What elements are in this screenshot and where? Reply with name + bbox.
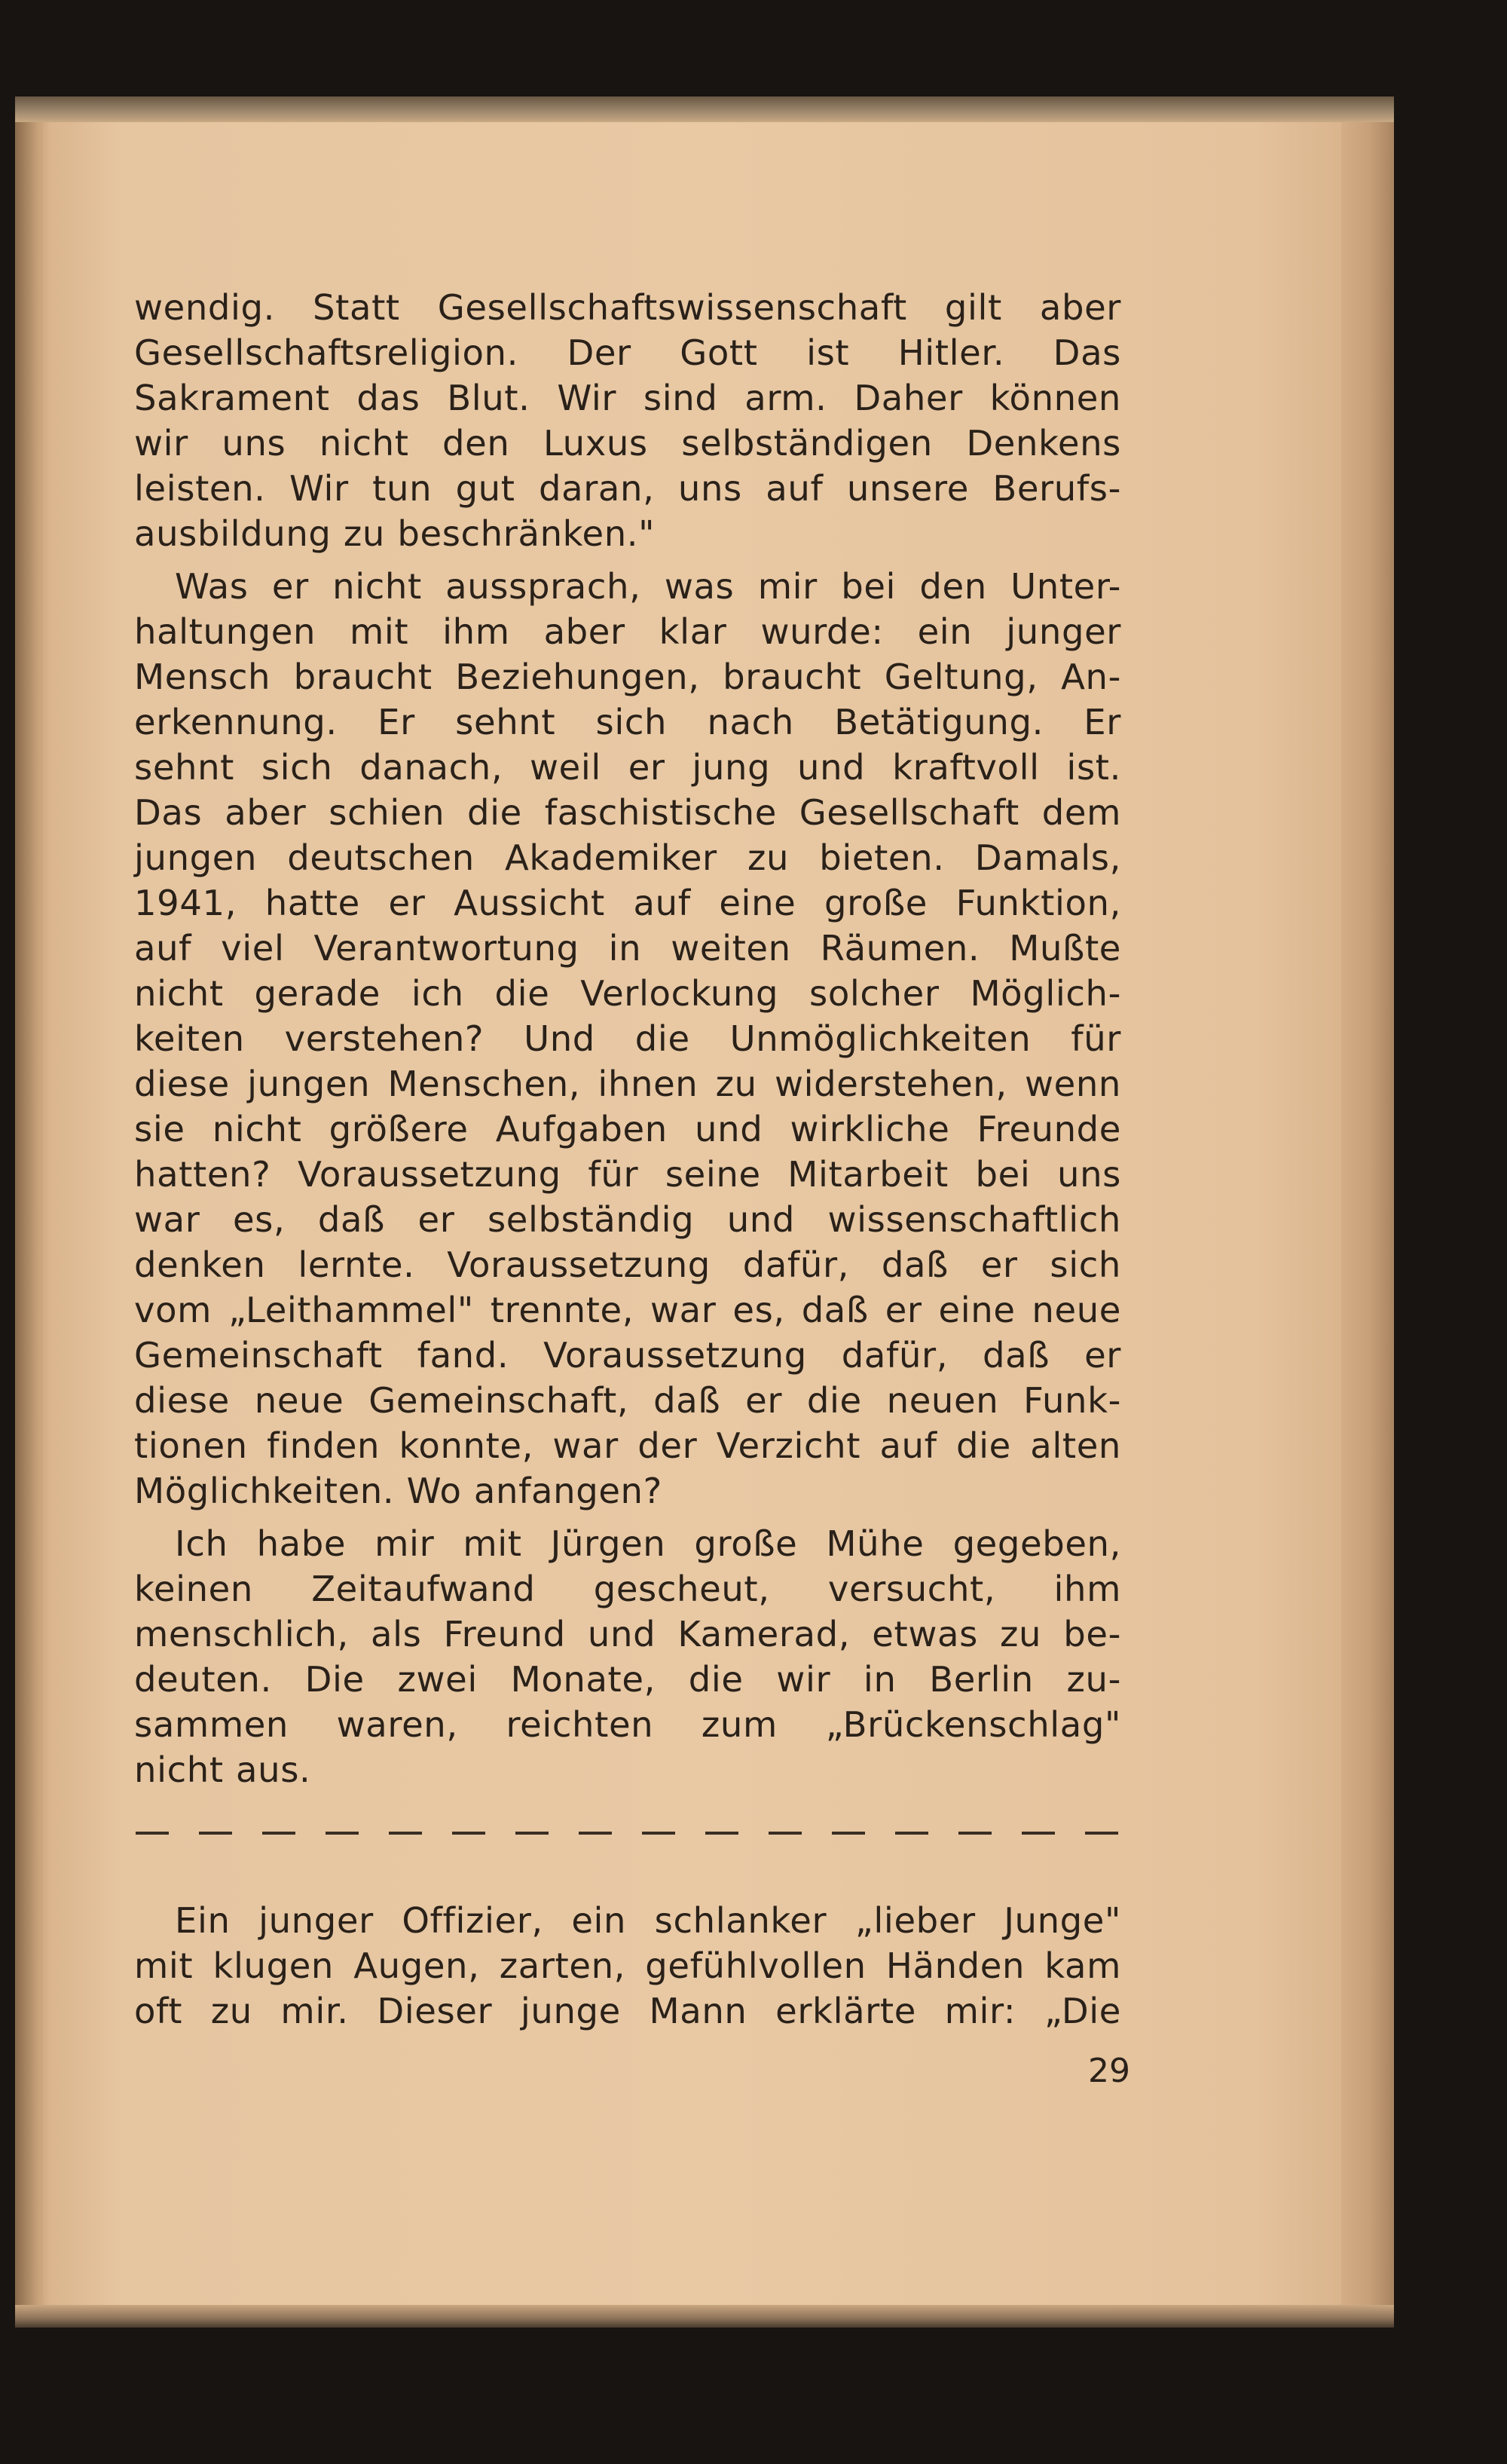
page-bottom-edge [15, 2305, 1394, 2328]
text-line: sammen waren, reichten zum „Brückenschlag" [134, 1704, 1121, 1745]
paragraph-2 [134, 564, 1121, 1514]
text-line: war es, daß er selbständig und wissenschaftlich [134, 1199, 1121, 1240]
text-line: Mensch braucht Beziehungen, braucht Geltung, An- [134, 657, 1121, 697]
text-line: Ein junger Offizier, ein schlanker „lieber Junge" [175, 1900, 1121, 1941]
body-text [134, 285, 1121, 2034]
text-line: vom „Leithammel" trennte, war es, daß er eine neue [134, 1290, 1121, 1330]
text-line: menschlich, als Freund und Kamerad, etwas zu be- [134, 1614, 1121, 1654]
text-line: keinen Zeitaufwand gescheut, versucht, ihm [134, 1569, 1121, 1609]
text-line: sie nicht größere Aufgaben und wirkliche Freunde [134, 1109, 1121, 1149]
text-line: nicht aus. [134, 1749, 311, 1790]
text-line: leisten. Wir tun gut daran, uns auf unsere Berufs- [134, 468, 1121, 509]
text-line: sehnt sich danach, weil er jung und kraftvoll ist. [134, 747, 1121, 788]
text-line: hatten? Voraussetzung für seine Mitarbeit bei uns [134, 1154, 1121, 1195]
text-line: Gesellschaftsreligion. Der Gott ist Hitler. Das [134, 332, 1121, 373]
text-line: erkennung. Er sehnt sich nach Betätigung. Er [134, 702, 1121, 742]
section-break-dashes [136, 1832, 1123, 1835]
text-line: auf viel Verantwortung in weiten Räumen. Mußte [134, 928, 1121, 969]
text-line: denken lernte. Voraussetzung dafür, daß er sich [134, 1244, 1121, 1285]
text-line: Ich habe mir mit Jürgen große Mühe gegeben, [175, 1523, 1121, 1564]
paragraph-1 [134, 285, 1121, 556]
text-line: wendig. Statt Gesellschaftswissenschaft gilt aber [134, 287, 1121, 328]
text-line: oft zu mir. Dieser junge Mann erklärte mir: „Die [134, 1991, 1121, 2031]
page-number: 29 [1088, 2052, 1130, 2090]
text-line: 1941, hatte er Aussicht auf eine große Funktion, [134, 883, 1121, 923]
text-line: wir uns nicht den Luxus selbständigen Denkens [134, 423, 1121, 464]
text-line: diese neue Gemeinschaft, daß er die neuen Funk- [134, 1380, 1121, 1421]
text-line: haltungen mit ihm aber klar wurde: ein junger [134, 611, 1121, 652]
text-line: diese jungen Menschen, ihnen zu widerstehen, wenn [134, 1064, 1121, 1104]
text-line: keiten verstehen? Und die Unmöglichkeiten für [134, 1018, 1121, 1059]
page-right-edge [1341, 113, 1394, 2314]
text-line: Was er nicht aussprach, was mir bei den Unter- [175, 566, 1121, 607]
text-line: nicht gerade ich die Verlockung solcher Möglich- [134, 973, 1121, 1014]
text-line: Sakrament das Blut. Wir sind arm. Daher können [134, 378, 1121, 418]
text-line: deuten. Die zwei Monate, die wir in Berlin zu- [134, 1659, 1121, 1700]
text-line: Möglichkeiten. Wo anfangen? [134, 1471, 662, 1511]
text-line: Gemeinschaft fand. Voraussetzung dafür, daß er [134, 1335, 1121, 1376]
text-line: Das aber schien die faschistische Gesellschaft dem [134, 792, 1121, 833]
paragraph-4 [134, 1898, 1121, 2034]
text-line: tionen finden konnte, war der Verzicht auf die alten [134, 1425, 1121, 1466]
text-line: ausbildung zu beschränken." [134, 513, 656, 554]
page-top-edge [15, 96, 1394, 122]
text-line: mit klugen Augen, zarten, gefühlvollen Händen kam [134, 1945, 1121, 1986]
paragraph-3 [134, 1521, 1121, 1792]
text-line: jungen deutschen Akademiker zu bieten. Damals, [134, 837, 1121, 878]
